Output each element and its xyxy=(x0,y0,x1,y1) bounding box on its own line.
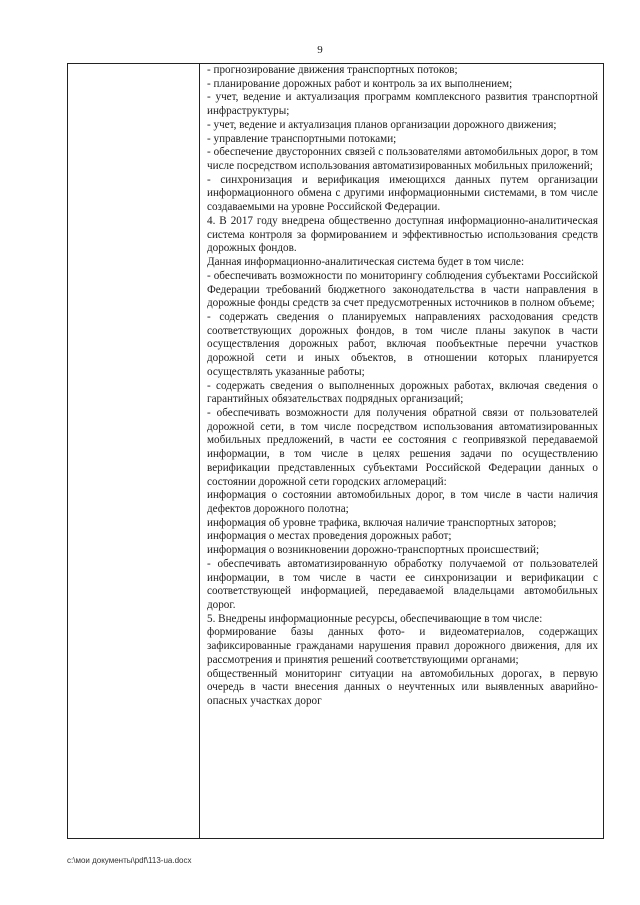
paragraph: формирование базы данных фото- и видеоматериалов, содержащих зафиксированные гражданами нарушения правил дорожного движения, для их рассмотрения и принятия решений соответствующими органами; xyxy=(207,626,598,666)
table-left-column xyxy=(68,64,200,838)
paragraph: информация об уровне трафика, включая наличие транспортных заторов; xyxy=(207,516,557,529)
paragraph: информация о возникновении дорожно-транспортных происшествий; xyxy=(207,544,540,557)
paragraph: - содержать сведения о выполненных дорожных работах, включая сведения о гарантийных обязательствах подрядных организаций; xyxy=(207,379,598,406)
paragraph: общественный мониторинг ситуации на автомобильных дорогах, в первую очередь в части внесения данных о неучтенных или выявленных аварийно-опасных участках дорог xyxy=(207,667,598,708)
page-number: 9 xyxy=(317,44,323,56)
footer-file-path: c:\мои документы\pdf\113-ua.docx xyxy=(67,856,192,865)
paragraph: - содержать сведения о планируемых направлениях расходования средств соответствующих дорожных фондов, в том числе планы закупок в части осуществления дорожных работ, включая пообъектные перечни участков дорожной сети и иных объектов, в отношении которых планируется осуществлять указанные работы; xyxy=(207,310,598,378)
paragraph: - обеспечение двусторонних связей с пользователями автомобильных дорог, в том числе посредством использования автоматизированных мобильных приложений; xyxy=(207,146,598,173)
table-right-column xyxy=(201,64,603,838)
paragraph: - обеспечивать возможности для получения обратной связи от пользователей дорожной сети, в том числе посредством использования автоматизированных мобильных предложений, в части ее состояния с геопривязкой передаваемой информации, в том числе в целях решения задачи по осуществлению верификации представленных субъектами Российской Федерации данных о состоянии дорожной сети городских агломераций: xyxy=(207,406,598,488)
paragraph: Данная информационно-аналитическая система будет в том числе: xyxy=(207,256,525,269)
paragraph: информация о состоянии автомобильных дорог, в том числе в части наличия дефектов дорожного полотна; xyxy=(207,489,598,515)
paragraph: 5. Внедрены информационные ресурсы, обеспечивающие в том числе: xyxy=(207,612,543,625)
paragraph: 4. В 2017 году внедрена общественно доступная информационно-аналитическая система контроля за формированием и эффективностью использования средств дорожных фондов. xyxy=(207,214,598,255)
paragraph: - обеспечивать автоматизированную обработку получаемой от пользователей информации, в том числе в части ее синхронизации и верификации с соответствующей информацией, передаваемой владельцами автомобильных дорог. xyxy=(207,557,598,612)
paragraph: - планирование дорожных работ и контроль за их выполнением; xyxy=(207,77,513,90)
document-table xyxy=(67,63,604,839)
paragraph: - учет, ведение и актуализация планов организации дорожного движения; xyxy=(207,118,557,131)
paragraph: - прогнозирование движения транспортных потоков; xyxy=(207,64,458,76)
paragraph: - управление транспортными потоками; xyxy=(207,132,397,145)
paragraph: - обеспечивать возможности по мониторингу соблюдения субъектами Российской Федерации требований бюджетного законодательства в части направления в дорожные фонды средств за счет предусмотренных источников в полном объеме; xyxy=(207,269,598,310)
paragraph: информация о местах проведения дорожных работ; xyxy=(207,530,452,543)
paragraph: - синхронизация и верификация имеющихся данных путем организации информационного обмена с другими информационными системами, в том числе создаваемыми на уровне Российской Федерации. xyxy=(207,173,598,214)
paragraph: - учет, ведение и актуализация программ комплексного развития транспортной инфраструктуры; xyxy=(207,91,598,118)
